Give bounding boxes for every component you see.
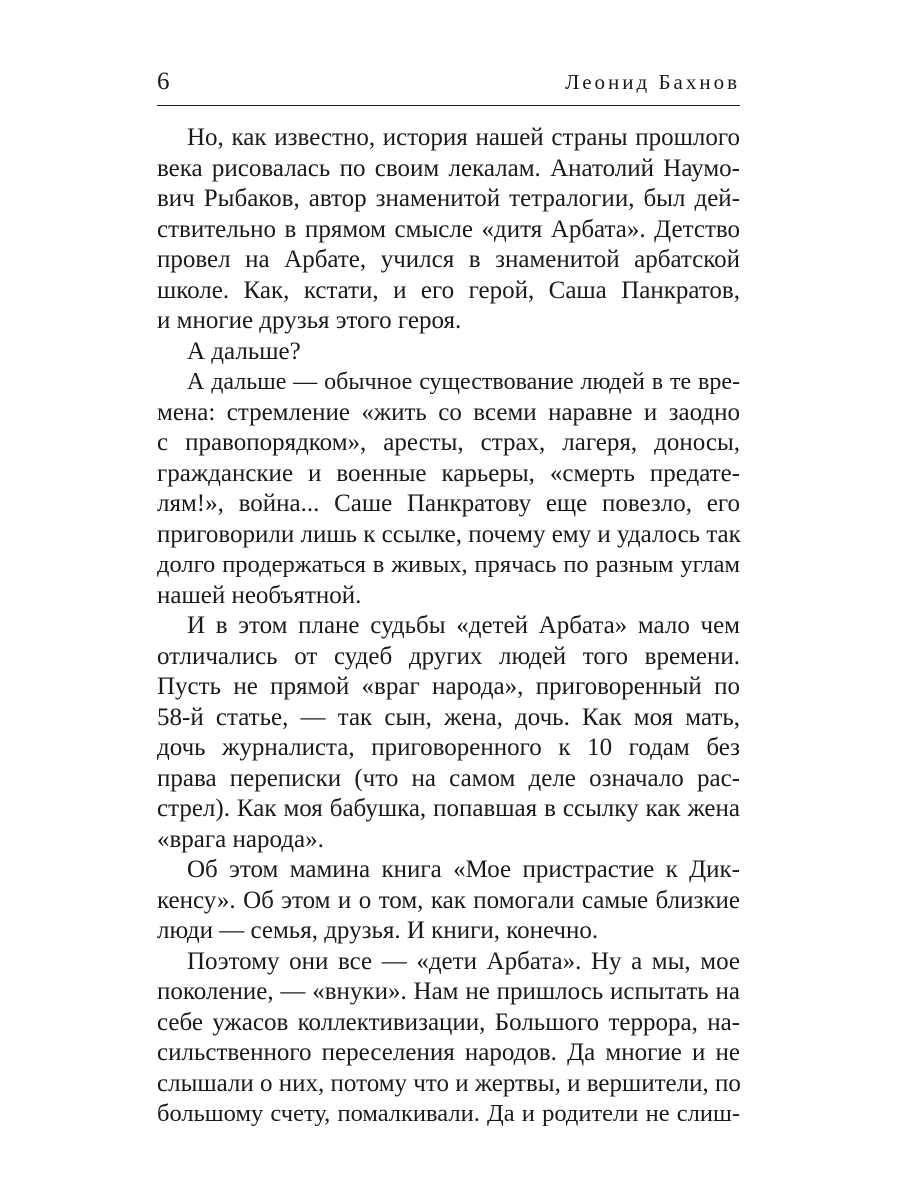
- text-line: А дальше — обычное существование людей в те вре-: [187, 369, 740, 395]
- paragraph: [157, 611, 740, 855]
- header-rule: [157, 105, 740, 106]
- text-line: кенсу». Об этом и о том, как помогали самые близкие: [157, 886, 740, 914]
- text-line: И в этом плане судьбы «детей Арбата» мало чем: [187, 612, 740, 639]
- text-line: отличались от судеб других людей того времени.: [157, 642, 740, 670]
- text-line: лям!», война... Саше Панкратову еще повезло, его: [157, 490, 740, 517]
- text-line: дочь журналиста, приговоренного к 10 годам без: [157, 734, 740, 761]
- text-line: долго продержаться в живых, прячась по разным углам: [157, 551, 740, 578]
- text-line: «врага народа».: [157, 825, 324, 853]
- text-line: 58-й статье, — так сын, жена, дочь. Как моя мать,: [157, 703, 740, 731]
- text-line: Об этом мамина книга «Мое пристрастие к Дик-: [187, 856, 740, 883]
- text-line: века рисовалась по своим лекалам. Анатолий Наумо-: [157, 154, 740, 182]
- text-line: вич Рыбаков, автор знаменитой тетралогии, был дей-: [157, 185, 740, 212]
- text-line: права переписки (что на самом деле означало рас-: [157, 764, 740, 792]
- paragraph: [157, 367, 740, 611]
- text-line: большому счету, помалкивали. Да и родители не слиш-: [157, 1100, 740, 1127]
- text-line: провел на Арбате, учился в знаменитой арбатской: [157, 246, 740, 273]
- text-line: сильственного переселения народов. Да многие и не: [157, 1039, 740, 1066]
- text-line: приговорили лишь к ссылке, почему ему и удалось так: [157, 520, 741, 548]
- text-line: люди — семья, друзья. И книги, конечно.: [157, 917, 599, 944]
- text-line: Но, как известно, история нашей страны прошлого: [187, 124, 740, 151]
- paragraph: [157, 123, 740, 337]
- paragraph: [157, 337, 740, 368]
- paragraph: [157, 947, 740, 1130]
- text-line: с правопорядком», аресты, страх, лагеря, доносы,: [157, 429, 740, 456]
- text-line: гражданские и военные карьеры, «смерть предате-: [157, 459, 740, 487]
- text-line: мена: стремление «жить со всеми наравне и заодно: [157, 398, 740, 426]
- text-line: стрел). Как моя бабушка, попавшая в ссылку как жена: [157, 795, 740, 822]
- text-line: нашей необъятной.: [157, 581, 362, 609]
- running-title: Леонид Бахнов: [565, 70, 740, 94]
- paragraph: [157, 855, 740, 947]
- text-line: Поэтому они все — «дети Арбата». Ну а мы, мое: [187, 947, 740, 975]
- body-text: [157, 123, 740, 1130]
- text-line: поколение, — «внуки». Нам не пришлось испытать на: [157, 978, 740, 1005]
- text-line: слышали о них, потому что и жертвы, и вершители, по: [157, 1069, 741, 1097]
- text-line: ствительно в прямом смысле «дитя Арбата». Детство: [157, 215, 740, 243]
- running-head: [157, 64, 740, 100]
- text-line: А дальше?: [187, 337, 301, 365]
- text-line: и многие друзья этого героя.: [157, 307, 462, 334]
- page-number: 6: [157, 68, 170, 95]
- text-line: Пусть не прямой «враг народа», приговоренный по: [157, 673, 740, 700]
- text-line: себе ужасов коллективизации, Большого террора, на-: [157, 1008, 740, 1036]
- text-line: школе. Как, кстати, и его герой, Саша Панкратов,: [157, 276, 740, 304]
